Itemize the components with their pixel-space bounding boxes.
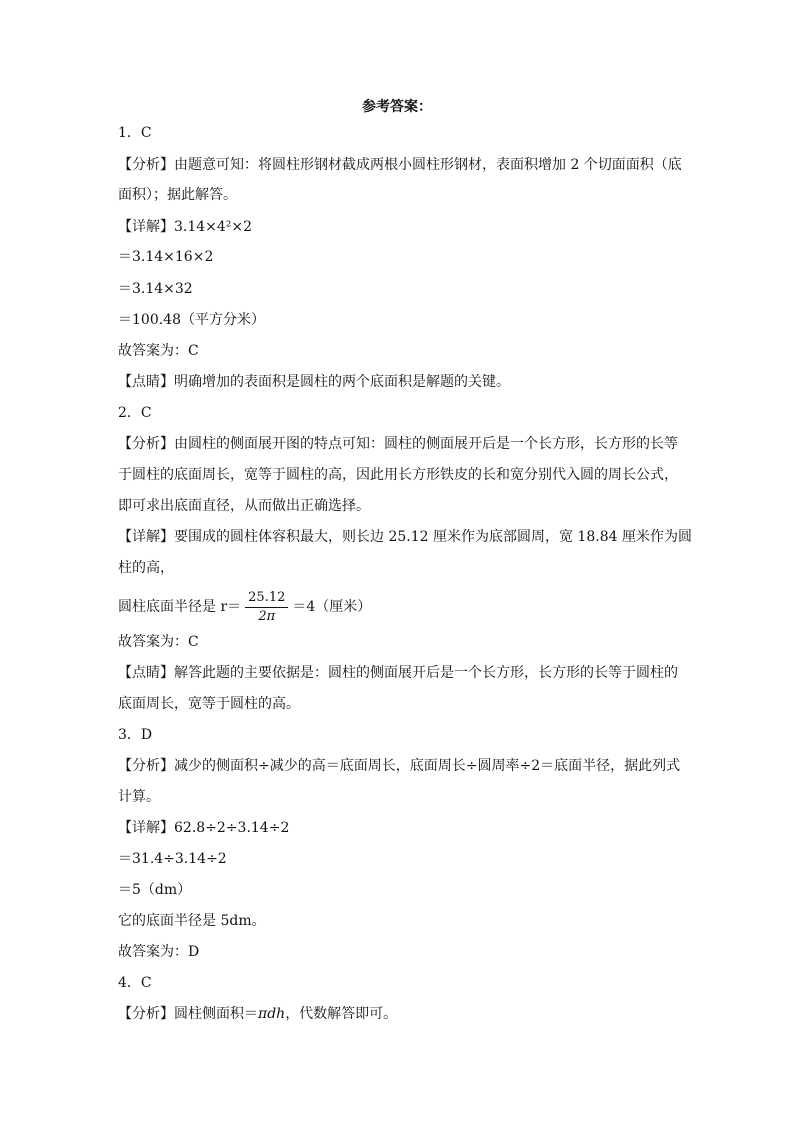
answer-line: 它的底面半径是 5dm。 xyxy=(118,913,266,929)
answer-line: 【点睛】明确增加的表面积是圆柱的两个底面积是解题的关键。 xyxy=(118,374,510,390)
answer-line: 1．C xyxy=(118,125,152,141)
fraction-denominator: 2π xyxy=(258,608,276,624)
answer-line: 2．C xyxy=(118,405,152,421)
answer-line: 故答案为：C xyxy=(118,343,199,359)
answer-line: ＝31.4÷3.14÷2 xyxy=(118,851,227,867)
answer-line: 底面周长，宽等于圆柱的高。 xyxy=(118,696,300,712)
answer-line: 【详解】62.8÷2÷3.14÷2 xyxy=(118,820,290,836)
answer-line: 计算。 xyxy=(118,789,160,805)
answer-line: 【分析】由题意可知：将圆柱形钢材截成两根小圆柱形钢材，表面积增加 2 个切面面积（底 xyxy=(118,157,682,173)
fraction-numerator: 25.12 xyxy=(245,589,288,608)
answer-line: 故答案为：D xyxy=(118,944,200,960)
answer-line: 于圆柱的底面周长，宽等于圆柱的高，因此用长方形铁皮的长和宽分别代入圆的周长公式， xyxy=(118,467,678,483)
lateral-area-formula: πdh xyxy=(258,1006,286,1022)
answer-line: 面积）；据此解答。 xyxy=(118,187,237,203)
answer-line: 3．D xyxy=(118,727,153,743)
answer-line: 4．C xyxy=(118,975,152,991)
answer-line: 【详解】3.14×4²×2 xyxy=(118,219,253,235)
answer-line: ＝100.48（平方分米） xyxy=(118,312,265,328)
radius-formula-line xyxy=(118,588,371,626)
formula-suffix: ＝4（厘米） xyxy=(292,599,372,615)
answer-line: 【详解】要围成的圆柱体容积最大，则长边 25.12 厘米作为底部圆周，宽 18.84 厘米作为圆 xyxy=(118,529,692,545)
answer-line-last xyxy=(118,1004,397,1024)
last-suffix: ，代数解答即可。 xyxy=(285,1006,398,1022)
formula-fraction xyxy=(245,589,288,626)
formula-prefix: 圆柱底面半径是 r＝ xyxy=(118,599,242,615)
answer-line: 柱的高， xyxy=(118,560,174,576)
answer-line: ＝3.14×32 xyxy=(118,281,193,297)
last-prefix: 【分析】圆柱侧面积＝ xyxy=(118,1006,258,1022)
answer-line: 【分析】由圆柱的侧面展开图的特点可知：圆柱的侧面展开后是一个长方形，长方形的长等 xyxy=(118,436,678,452)
answer-line: 【分析】减少的侧面积÷减少的高＝底面周长，底面周长÷圆周率÷2＝底面半径，据此列式 xyxy=(118,758,681,774)
answer-line: 【点睛】解答此题的主要依据是：圆柱的侧面展开后是一个长方形，长方形的长等于圆柱的 xyxy=(118,665,678,681)
page-title: 参考答案： xyxy=(362,99,432,115)
answer-line: ＝5（dm） xyxy=(118,882,192,898)
answer-line: ＝3.14×16×2 xyxy=(118,249,214,265)
answer-line: 即可求出底面直径，从而做出正确选择。 xyxy=(118,498,370,514)
answer-line: 故答案为：C xyxy=(118,634,199,650)
